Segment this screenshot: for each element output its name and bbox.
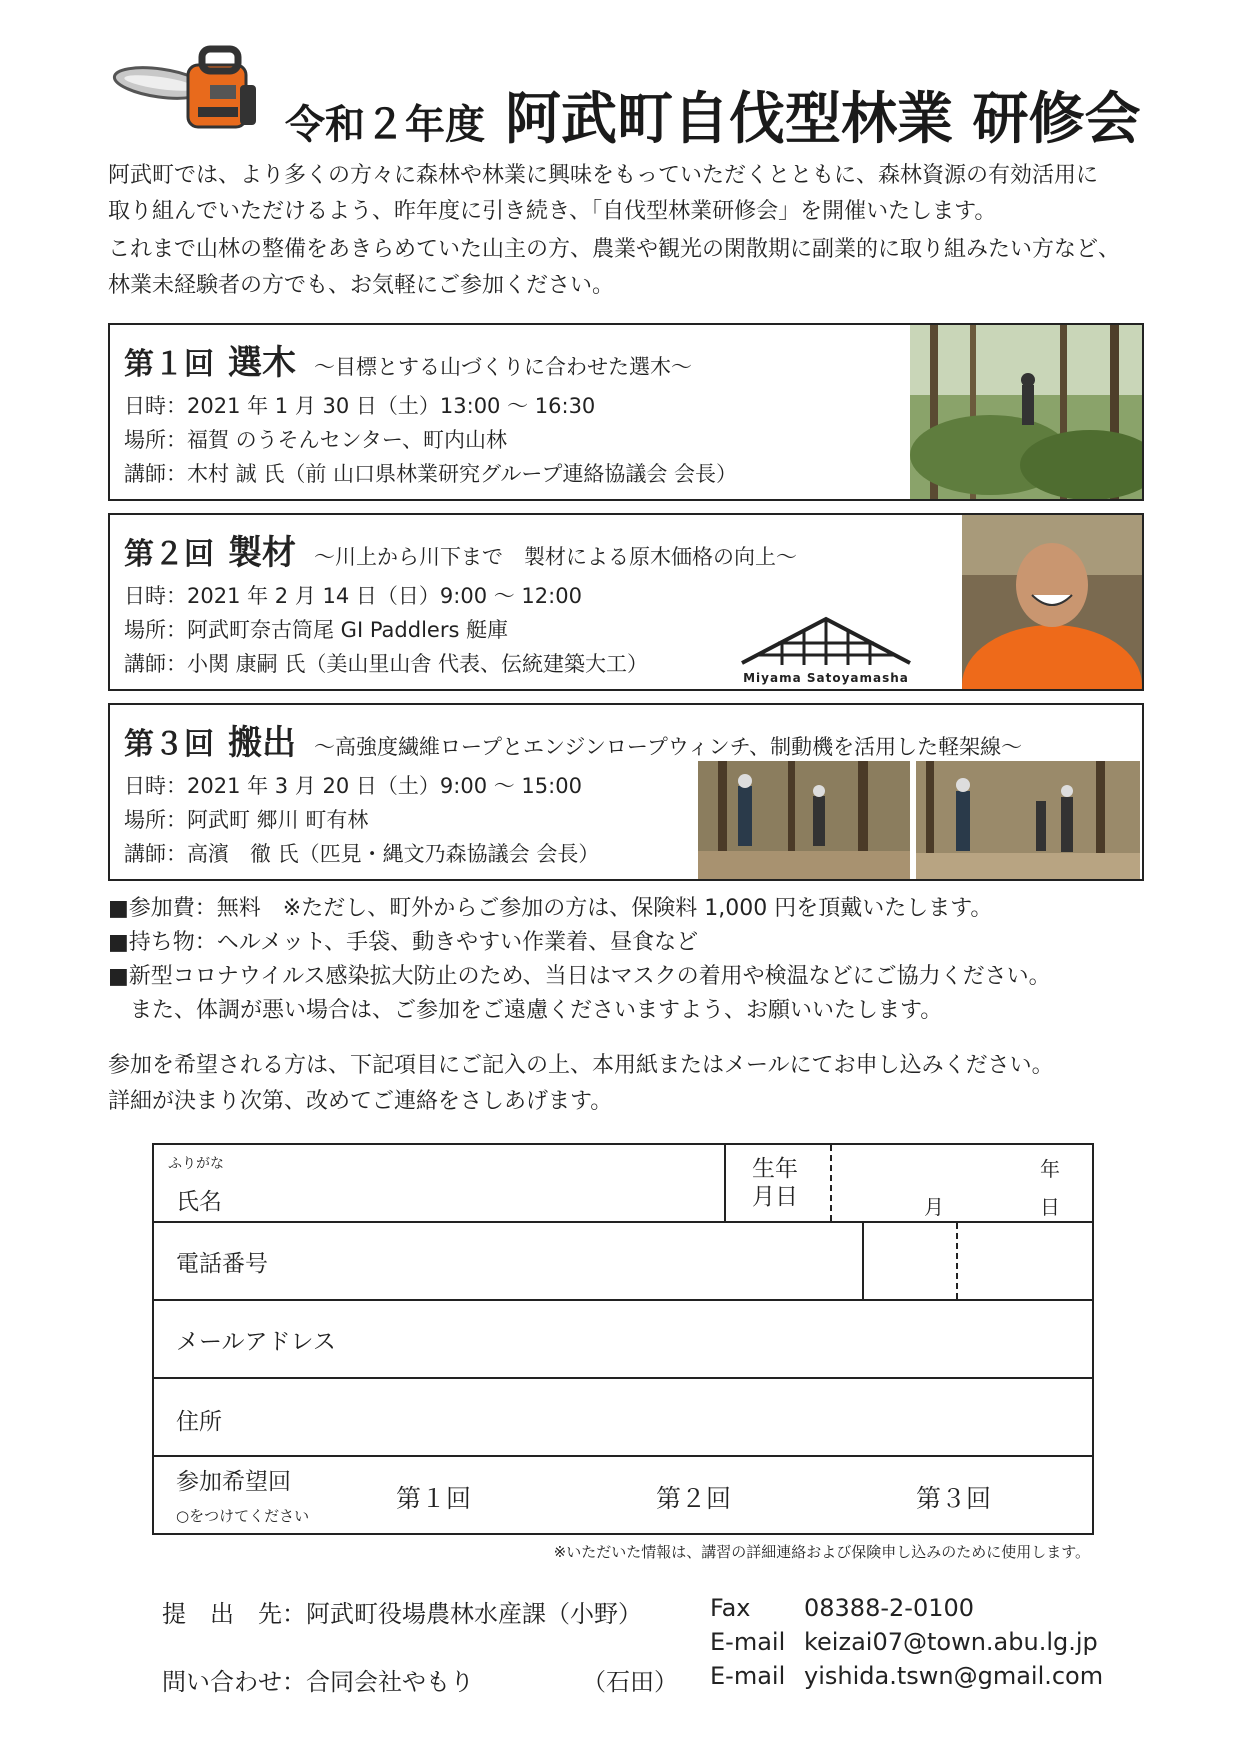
title-year: 令和２年度 <box>285 102 485 148</box>
session-number: 第３回 <box>124 727 214 762</box>
forest-photo <box>910 325 1142 499</box>
chainsaw-icon <box>110 45 260 150</box>
form-row-name <box>154 1145 1092 1223</box>
divider-dashed <box>830 1145 832 1221</box>
divider-dashed <box>956 1223 958 1299</box>
note-covid: ■新型コロナウイルス感染拡大防止のため、当日はマスクの着用や検温などにご協力ください。 <box>108 964 1051 989</box>
name-field[interactable] <box>254 1151 814 1215</box>
session-lecturer: 講師：小関 康嗣 氏（美山里山舎 代表、伝統建築大工） <box>124 652 649 676</box>
session-option-2[interactable]: 第２回 <box>656 1484 732 1513</box>
email-address-1[interactable]: keizai07@town.abu.lg.jp <box>804 1628 1098 1656</box>
name-label: 氏名 <box>176 1189 222 1215</box>
training-photo-2 <box>916 761 1140 879</box>
intro-line: 阿武町では、より多くの方々に森林や林業に興味をもっていただくとともに、森林資源の有効活用に <box>108 163 1099 188</box>
note-covid-2: また、体調が悪い場合は、ご参加をご遠慮くださいますよう、お願いいたします。 <box>108 998 943 1023</box>
month-label: 月 <box>924 1195 944 1219</box>
session-heading <box>124 525 797 574</box>
form-row-phone <box>154 1223 1092 1301</box>
session-place: 場所：福賀 のうそんセンター、町内山林 <box>124 428 507 452</box>
birth-label <box>752 1155 798 1211</box>
session-title: 選木 <box>228 343 296 383</box>
session-subtitle: ～高強度繊維ロープとエンジンロープウィンチ、制動機を活用した軽架線～ <box>314 735 1023 759</box>
address-label: 住所 <box>176 1409 222 1435</box>
apply-instructions <box>108 1048 1188 1120</box>
session-option-1[interactable]: 第１回 <box>396 1484 472 1513</box>
intro-line: 取り組んでいただけるよう、昨年度に引き続き、「自伐型林業研修会」を開催いたします。 <box>108 199 997 224</box>
session-datetime: 日時：2021 年 1 月 30 日（土）13:00 ～ 16:30 <box>124 394 596 418</box>
session-place: 場所：阿武町奈古筒尾 GI Paddlers 艇庫 <box>124 618 509 642</box>
form-row-email <box>154 1301 1092 1379</box>
email-field[interactable] <box>354 1305 1074 1373</box>
intro-line: これまで山林の整備をあきらめていた山主の方、農業や観光の閑散期に副業的に取り組みたい方など、 <box>108 237 1121 262</box>
divider <box>862 1223 864 1299</box>
fax-number: 08388-2-0100 <box>804 1594 975 1622</box>
privacy-note: ※いただいた情報は、講習の詳細連絡および保険申し込みのために使用します。 <box>553 1543 1090 1561</box>
intro-paragraph-1 <box>108 158 1158 230</box>
session-lecturer: 講師：高濱 徹 氏（匹見・縄文乃森協議会 会長） <box>124 842 600 866</box>
session-datetime: 日時：2021 年 2 月 14 日（日）9:00 ～ 12:00 <box>124 584 582 608</box>
session-lecturer: 講師：木村 誠 氏（前 山口県林業研究グループ連絡協議会 会長） <box>124 462 738 486</box>
application-form <box>152 1143 1094 1535</box>
email-label-1: E-mail <box>710 1628 786 1656</box>
logo-text: Miyama Satoyamasha <box>743 671 909 685</box>
phone-label: 電話番号 <box>176 1251 268 1277</box>
session-title: 搬出 <box>228 723 296 763</box>
intro-line: 林業未経験者の方でも、お気軽にご参加ください。 <box>108 273 615 298</box>
furigana-label: ふりがな <box>168 1156 224 1172</box>
form-row-address <box>154 1379 1092 1457</box>
training-photo-1 <box>698 761 910 879</box>
divider <box>724 1145 726 1221</box>
session-box-1 <box>108 323 1144 501</box>
notes <box>108 892 1188 1028</box>
session-subtitle: ～川上から川下まで 製材による原木価格の向上～ <box>314 545 797 569</box>
note-fee: ■参加費：無料 ※ただし、町外からご参加の方は、保険料 1,000 円を頂戴いたします。 <box>108 896 993 921</box>
birth-label-1: 生年 <box>752 1156 798 1182</box>
year-label: 年 <box>1040 1157 1060 1181</box>
miyama-logo <box>738 615 914 685</box>
session-option-3[interactable]: 第３回 <box>916 1484 992 1513</box>
submit-to: 提 出 先：阿武町役場農林水産課（小野） <box>162 1600 642 1628</box>
email-address-2[interactable]: yishida.tswn@gmail.com <box>804 1662 1104 1690</box>
session-box-3 <box>108 703 1144 881</box>
header <box>110 45 1150 155</box>
form-row-session <box>154 1457 1092 1531</box>
address-field[interactable] <box>254 1383 1074 1451</box>
session-box-2 <box>108 513 1144 691</box>
circle-note: ○をつけてください <box>176 1507 310 1525</box>
title-name: 阿武町自伐型林業 研修会 <box>505 87 1141 152</box>
email-label: メールアドレス <box>176 1329 336 1355</box>
intro-paragraph-2 <box>108 232 1158 304</box>
lecturer-photo <box>962 515 1142 689</box>
page-title <box>285 75 1141 155</box>
inquiry: 問い合わせ：合同会社やもり （石田） <box>162 1668 678 1696</box>
session-place: 場所：阿武町 郷川 町有林 <box>124 808 369 832</box>
session-choice-label: 参加希望回 <box>176 1469 291 1495</box>
house-logo-icon <box>738 615 914 667</box>
email-label-2: E-mail <box>710 1662 786 1690</box>
session-number: 第２回 <box>124 537 214 572</box>
birth-label-2: 月日 <box>752 1184 798 1210</box>
session-heading <box>124 335 692 384</box>
apply-line: 参加を希望される方は、下記項目にご記入の上、本用紙またはメールにてお申し込みください。 <box>108 1053 1054 1078</box>
day-label: 日 <box>1040 1195 1060 1219</box>
fax-label: Fax <box>710 1594 751 1622</box>
session-datetime: 日時：2021 年 3 月 20 日（土）9:00 ～ 15:00 <box>124 774 582 798</box>
apply-line: 詳細が決まり次第、改めてご連絡をさしあげます。 <box>108 1089 613 1114</box>
session-subtitle: ～目標とする山づくりに合わせた選木～ <box>314 355 692 379</box>
session-number: 第１回 <box>124 347 214 382</box>
note-items: ■持ち物：ヘルメット、手袋、動きやすい作業着、昼食など <box>108 930 699 955</box>
session-heading <box>124 715 1022 764</box>
session-title: 製材 <box>228 533 296 573</box>
